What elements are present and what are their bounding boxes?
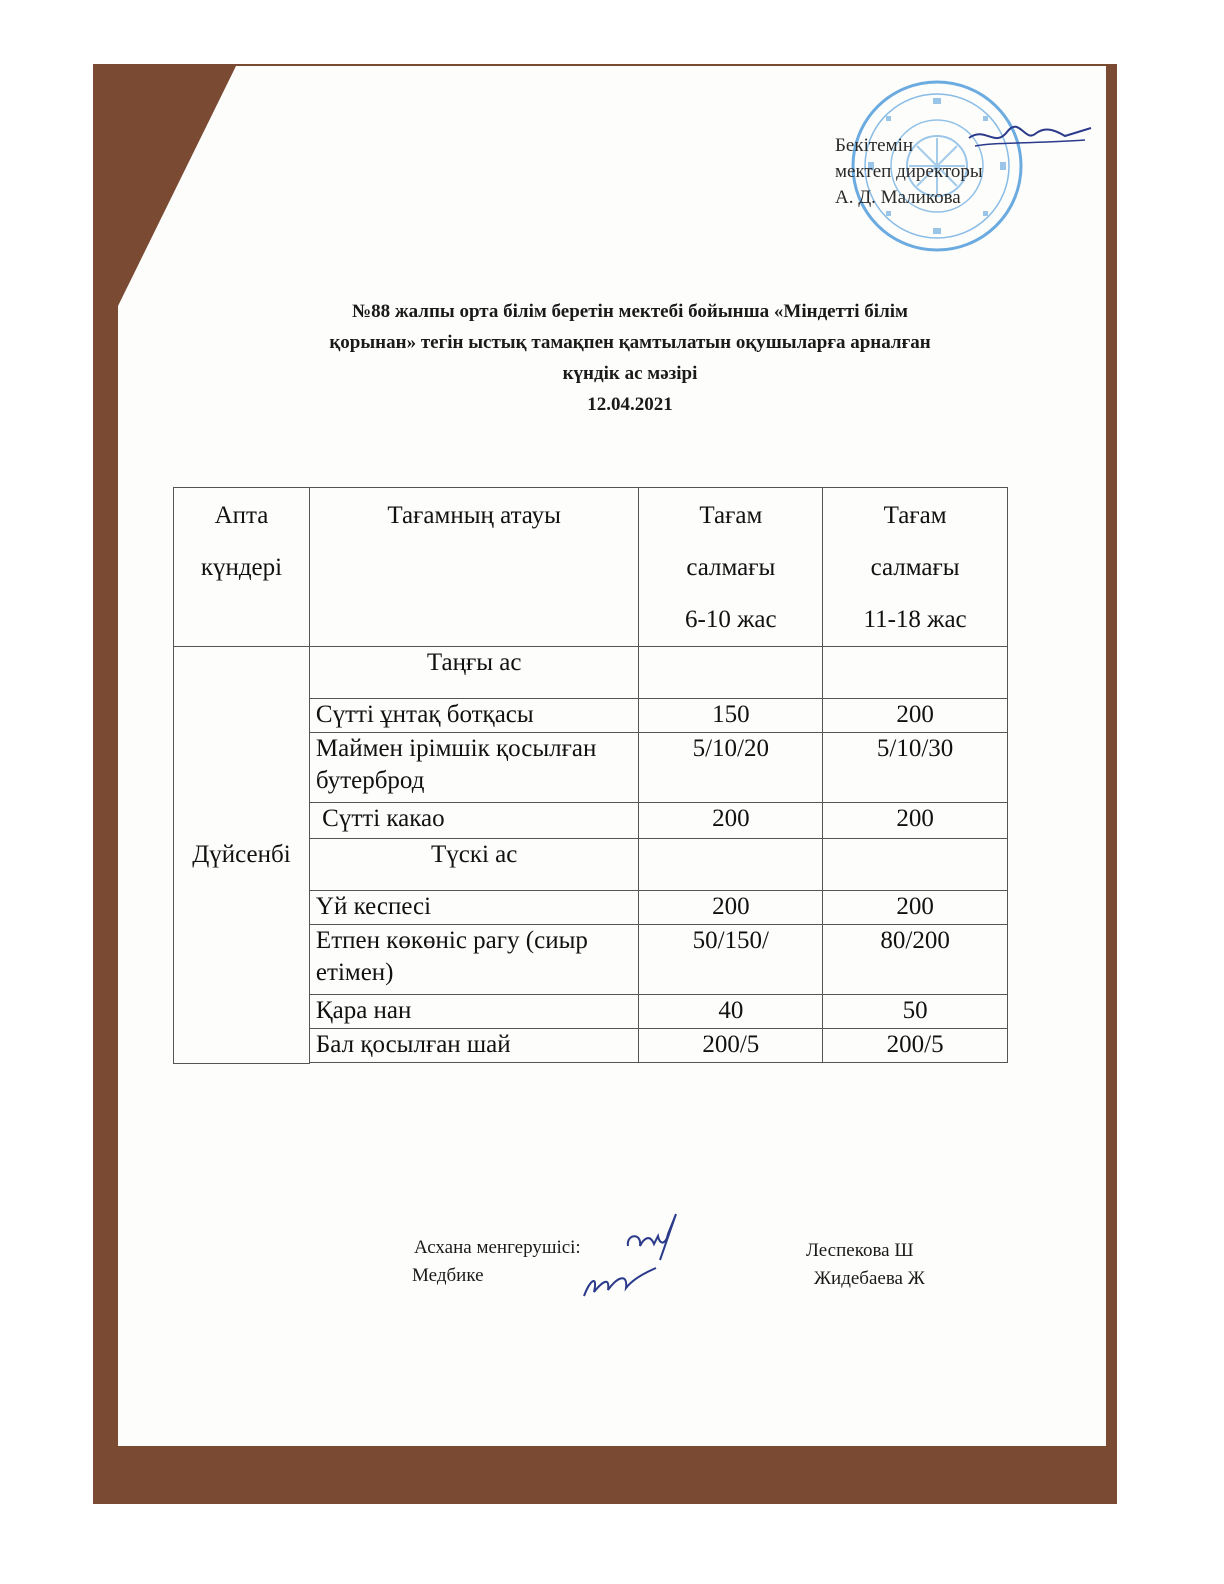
weight-11-18-cell: 200 xyxy=(823,891,1008,925)
weight-11-18-cell: 200 xyxy=(823,803,1008,839)
header-weight-6-10 xyxy=(639,488,823,647)
meal-section-breakfast: Таңғы ас xyxy=(309,647,639,699)
footer-role-2: Медбике xyxy=(412,1265,484,1286)
meal-section-lunch: Түскі ас xyxy=(309,839,639,891)
header-w1-line: салмағы xyxy=(686,554,776,581)
approval-line-2: мектеп директоры xyxy=(835,161,983,182)
table-bottom-spacer xyxy=(309,1063,1007,1064)
weight-11-18-cell: 200/5 xyxy=(823,1029,1008,1063)
footer-name-2: Жидебаева Ж xyxy=(814,1268,925,1289)
weight-6-10-cell: 5/10/20 xyxy=(639,733,823,803)
weight-11-18-cell: 80/200 xyxy=(823,925,1008,995)
weight-6-10-cell: 200/5 xyxy=(639,1029,823,1063)
title-line-3: күндік ас мәзірі xyxy=(562,363,698,384)
table-header-row xyxy=(174,488,1008,647)
header-w1-line: 6-10 жас xyxy=(685,606,777,633)
empty-cell xyxy=(639,839,823,891)
menu-table xyxy=(173,487,1008,1064)
header-dish: Тағамның атауы xyxy=(309,488,639,647)
weight-11-18-cell: 5/10/30 xyxy=(823,733,1008,803)
header-day-line: күндері xyxy=(200,554,283,581)
dish-cell: Етпен көкөніс рагу (сиыр етімен) xyxy=(309,925,639,995)
title-line-1: №88 жалпы орта білім беретін мектебі бойынша «Міндетті білім xyxy=(352,301,908,322)
empty-cell xyxy=(823,839,1008,891)
dish-cell: Сүтті какао xyxy=(309,803,639,839)
approval-block xyxy=(835,133,983,211)
dish-cell: Сүтті ұнтақ ботқасы xyxy=(309,699,639,733)
document-title xyxy=(200,296,1060,420)
dish-cell: Үй кеспесі xyxy=(309,891,639,925)
nurse-signature xyxy=(580,1262,660,1302)
header-weight-11-18 xyxy=(823,488,1008,647)
header-w2-line: 11-18 жас xyxy=(863,606,967,633)
dish-cell: Маймен ірімшік қосылған бутерброд xyxy=(309,733,639,803)
weight-11-18-cell: 200 xyxy=(823,699,1008,733)
weight-6-10-cell: 150 xyxy=(639,699,823,733)
header-day-line: Апта xyxy=(214,502,269,529)
approval-line-3: А. Д. Маликова xyxy=(835,187,961,208)
dish-cell: Қара нан xyxy=(309,995,639,1029)
footer-role-1: Асхана менгерушісі: xyxy=(414,1237,581,1258)
weight-6-10-cell: 50/150/ xyxy=(639,925,823,995)
header-w1-line: Тағам xyxy=(699,502,763,529)
empty-cell xyxy=(823,647,1008,699)
header-w2-line: Тағам xyxy=(883,502,947,529)
header-day xyxy=(174,488,310,647)
canteen-manager-signature xyxy=(620,1212,700,1262)
weekday-cell: Дүйсенбі xyxy=(174,647,310,1064)
weight-6-10-cell: 40 xyxy=(639,995,823,1029)
empty-cell xyxy=(639,647,823,699)
dish-cell: Бал қосылған шай xyxy=(309,1029,639,1063)
document-date: 12.04.2021 xyxy=(587,394,673,415)
weight-6-10-cell: 200 xyxy=(639,803,823,839)
header-w2-line: салмағы xyxy=(870,554,960,581)
table-row xyxy=(174,647,1008,699)
weight-11-18-cell: 50 xyxy=(823,995,1008,1029)
title-line-2: қорынан» тегін ыстық тамақпен қамтылатын оқушыларға арналған xyxy=(329,332,931,353)
approval-line-1: Бекітемін xyxy=(835,135,914,156)
director-signature xyxy=(965,118,1095,168)
weight-6-10-cell: 200 xyxy=(639,891,823,925)
footer-name-1: Леспекова Ш xyxy=(806,1240,914,1261)
